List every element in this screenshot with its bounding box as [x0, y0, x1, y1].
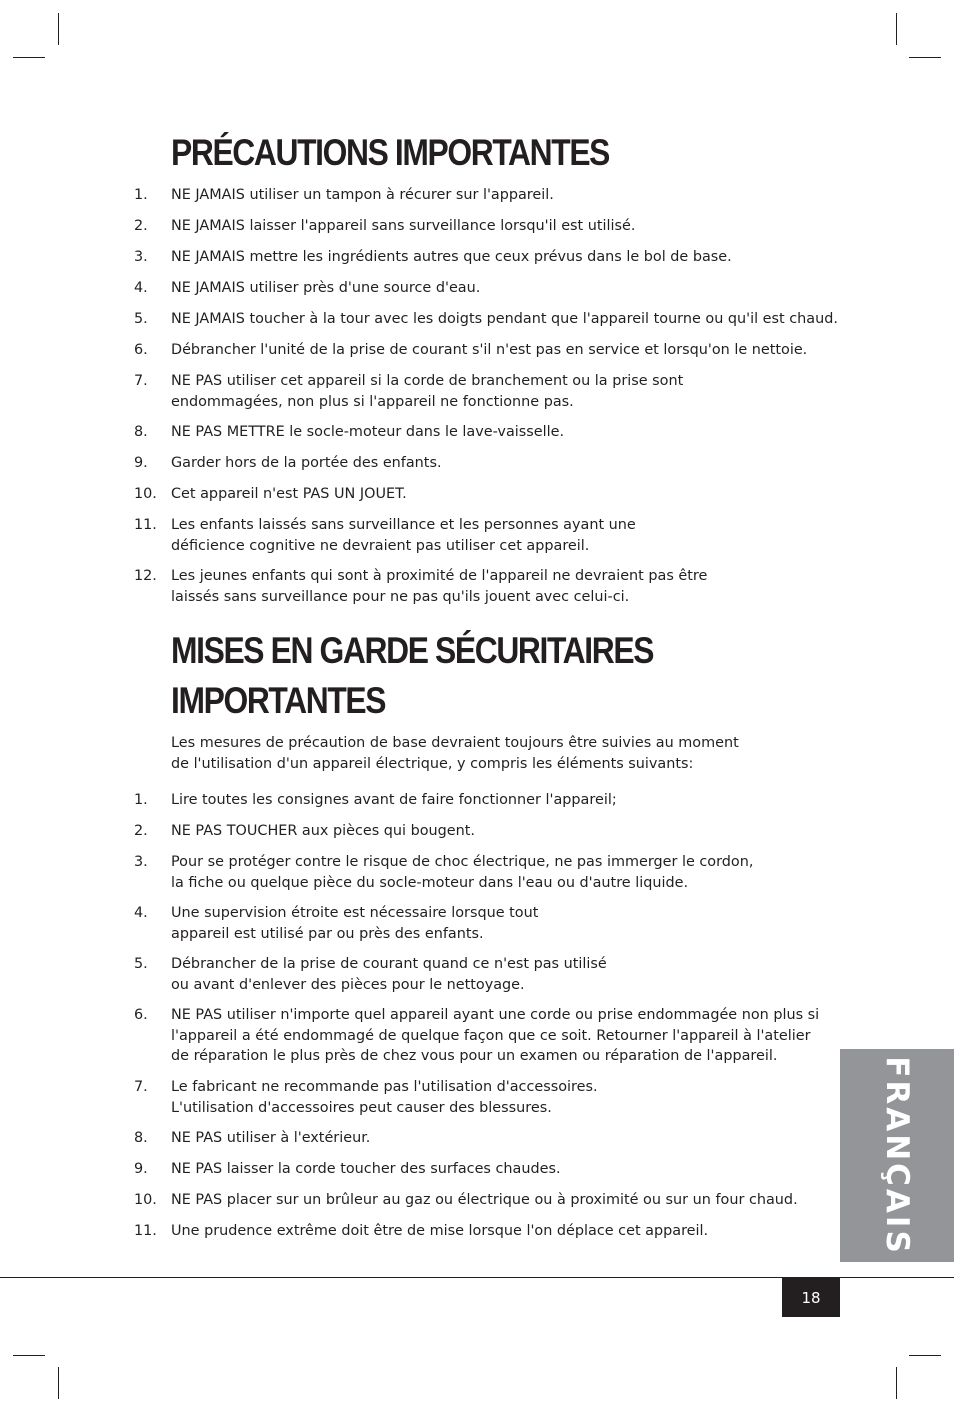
list-item-text: NE PAS laisser la corde toucher des surfaces chaudes. — [171, 1161, 561, 1177]
list-item-text: Cet appareil n'est PAS UN JOUET. — [171, 486, 407, 502]
list-item-text: Pour se protéger contre le risque de choc électrique, ne pas immerger le cordon, la fiche ou quelque pièce du socle-moteur dans l'eau ou d'autre liquide. — [171, 854, 754, 891]
section2-title-line2: IMPORTANTES — [171, 680, 386, 721]
list-item-text: NE JAMAIS mettre les ingrédients autres que ceux prévus dans le bol de base. — [171, 249, 732, 265]
list-item-text: NE PAS utiliser n'importe quel appareil ayant une corde ou prise endommagée non plus si l'appareil a été endommagé de quelque façon que ce soit. Retourner l'appareil à l'atelier de réparation le plus près de chez vous pour un examen ou réparation de l'appareil. — [171, 1007, 820, 1064]
list-item-text: NE PAS TOUCHER aux pièces qui bougent. — [171, 823, 475, 839]
list-item-text: Garder hors de la portée des enfants. — [171, 455, 442, 471]
list-item-number: 1. — [134, 187, 148, 203]
crop-mark — [909, 57, 941, 58]
list-item-number: 4. — [134, 905, 148, 921]
list-item-number: 7. — [134, 1079, 148, 1095]
page-number: 18 — [782, 1278, 840, 1317]
language-tab-label: FRANÇAIS — [879, 1055, 915, 1256]
list-item-number: 9. — [134, 455, 148, 471]
list-item-number: 3. — [134, 249, 148, 265]
list-item-text: Débrancher de la prise de courant quand ce n'est pas utilisé ou avant d'enlever des pièces pour le nettoyage. — [171, 956, 607, 993]
list-item-text: NE JAMAIS laisser l'appareil sans surveillance lorsqu'il est utilisé. — [171, 218, 636, 234]
list-item-text: Le fabricant ne recommande pas l'utilisation d'accessoires. L'utilisation d'accessoires peut causer des blessures. — [171, 1079, 598, 1116]
list-item-text: Débrancher l'unité de la prise de courant s'il n'est pas en service et lorsqu'on le nettoie. — [171, 342, 808, 358]
list-item-text: Une supervision étroite est nécessaire lorsque tout appareil est utilisé par ou près des enfants. — [171, 905, 539, 942]
crop-mark — [58, 13, 59, 45]
section2-intro: Les mesures de précaution de base devraient toujours être suivies au moment de l'utilisation d'un appareil électrique, y compris les éléments suivants: — [171, 735, 739, 772]
language-tab — [840, 1049, 954, 1262]
list-item-number: 6. — [134, 1007, 148, 1023]
list-item-number: 10. — [134, 1192, 157, 1208]
list-item-text: Lire toutes les consignes avant de faire fonctionner l'appareil; — [171, 792, 617, 808]
list-item-text: NE PAS utiliser cet appareil si la corde de branchement ou la prise sont endommagées, non plus si l'appareil ne fonctionne pas. — [171, 373, 684, 410]
list-item-number: 9. — [134, 1161, 148, 1177]
list-item-text: Les jeunes enfants qui sont à proximité de l'appareil ne devraient pas être laissés sans surveillance pour ne pas qu'ils jouent avec celui-ci. — [171, 568, 708, 605]
list-item-number: 2. — [134, 823, 148, 839]
list-item-number: 6. — [134, 342, 148, 358]
list-item-text: NE PAS METTRE le socle-moteur dans le lave-vaisselle. — [171, 424, 565, 440]
list-item-number: 2. — [134, 218, 148, 234]
list-item-text: NE JAMAIS toucher à la tour avec les doigts pendant que l'appareil tourne ou qu'il est chaud. — [171, 311, 838, 327]
list-item-number: 7. — [134, 373, 148, 389]
list-item-text: Les enfants laissés sans surveillance et les personnes ayant une déficience cognitive ne devraient pas utiliser cet appareil. — [171, 517, 636, 554]
list-item-number: 12. — [134, 568, 157, 584]
list-item-number: 5. — [134, 956, 148, 972]
list-item-number: 11. — [134, 1223, 157, 1239]
list-item-number: 1. — [134, 792, 148, 808]
crop-mark — [58, 1367, 59, 1399]
list-item-number: 8. — [134, 1130, 148, 1146]
list-item-number: 5. — [134, 311, 148, 327]
crop-mark — [896, 1367, 897, 1399]
list-item-text: NE JAMAIS utiliser un tampon à récurer sur l'appareil. — [171, 187, 554, 203]
list-item-text: NE PAS placer sur un brûleur au gaz ou électrique ou à proximité ou sur un four chaud. — [171, 1192, 798, 1208]
list-item-number: 8. — [134, 424, 148, 440]
crop-mark — [909, 1355, 941, 1356]
list-item-number: 10. — [134, 486, 157, 502]
list-item-number: 4. — [134, 280, 148, 296]
crop-mark — [13, 1355, 45, 1356]
list-item-text: Une prudence extrême doit être de mise lorsque l'on déplace cet appareil. — [171, 1223, 709, 1239]
crop-mark — [13, 57, 45, 58]
list-item-number: 3. — [134, 854, 148, 870]
section1-title: PRÉCAUTIONS IMPORTANTES — [171, 132, 610, 173]
list-item-number: 11. — [134, 517, 157, 533]
list-item-text: NE PAS utiliser à l'extérieur. — [171, 1130, 371, 1146]
list-item-text: NE JAMAIS utiliser près d'une source d'eau. — [171, 280, 481, 296]
crop-mark — [896, 13, 897, 45]
section2-title-line1: MISES EN GARDE SÉCURITAIRES — [171, 630, 654, 671]
